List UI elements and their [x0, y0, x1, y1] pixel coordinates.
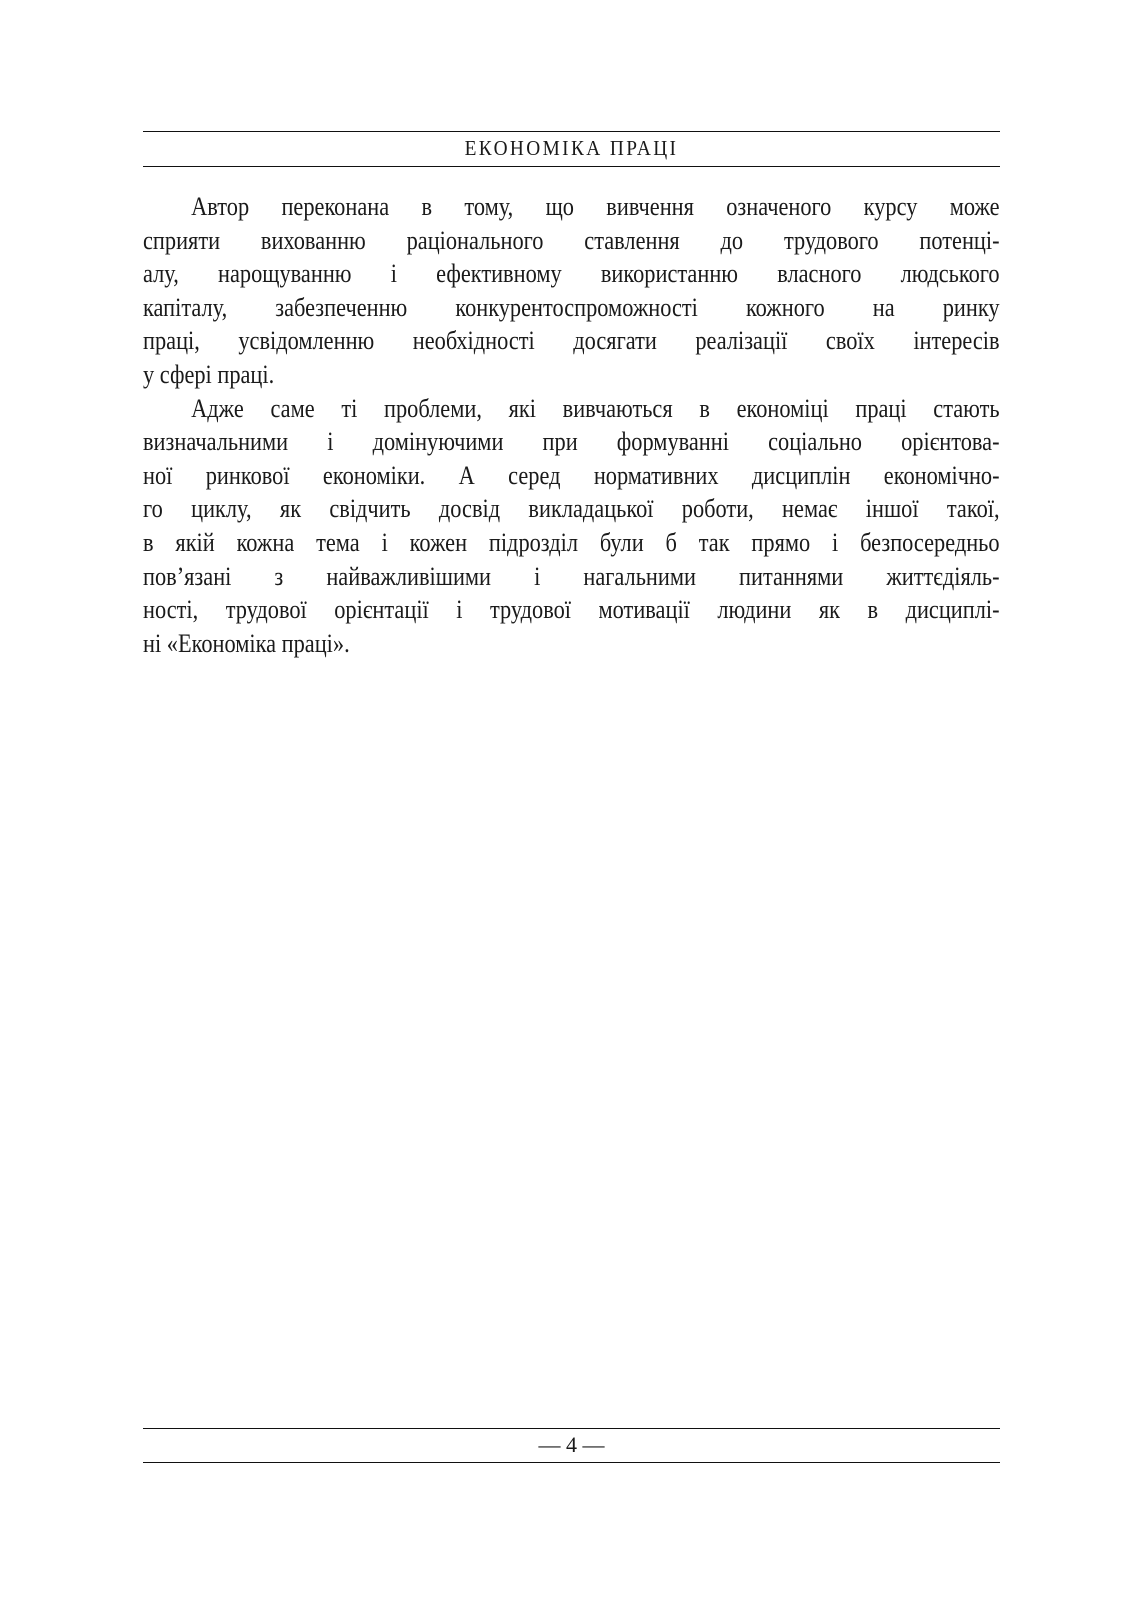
paragraph-2-line-2: визначальними і домінуючими при формуванні соціально орієнтова-: [143, 427, 1000, 457]
running-title: ЕКОНОМІКА ПРАЦІ: [464, 136, 679, 160]
paragraph-1-line-2: сприяти вихованню раціонального ставлення до трудового потенці-: [143, 225, 1000, 255]
paragraph-2-line-7: ності, трудової орієнтації і трудової мотивації людини як в дисциплі-: [143, 595, 1000, 625]
paragraph-1-line-4: капіталу, забезпеченню конкурентоспроможності кожного на ринку: [143, 292, 1000, 322]
paragraph-1-line-5: праці, усвідомленню необхідності досягати реалізації своїх інтересів: [143, 326, 1000, 356]
paragraph-2-line-4: го циклу, як свідчить досвід викладацької роботи, немає іншої такої,: [143, 494, 1000, 524]
paragraph-2-line-6: пов’язані з найважливішими і нагальними питаннями життєдіяль-: [143, 561, 1000, 591]
paragraph-2-line-3: ної ринкової економіки. А серед нормативних дисциплін економічно-: [143, 460, 1000, 490]
page-number: — 4 —: [538, 1432, 605, 1457]
document-page: [143, 0, 1000, 1615]
body-text: [143, 190, 1000, 660]
paragraph-1-line-6: у сфері праці.: [143, 359, 275, 389]
footer-bottom-rule: [143, 1462, 1000, 1463]
paragraph-1-line-3: алу, нарощуванню і ефективному використанню власного людського: [143, 259, 1000, 289]
header-bottom-rule: [143, 166, 1000, 167]
paragraph-2-line-5: в якій кожна тема і кожен підрозділ були б так прямо і безпосередньо: [143, 527, 1000, 557]
paragraph-2-line-8: ні «Економіка праці».: [143, 628, 350, 658]
paragraph-2-line-1: Адже саме ті проблеми, які вивчаються в економіці праці стають: [191, 393, 1000, 423]
paragraph-1-line-1: Автор переконана в тому, що вивчення означеного курсу може: [191, 192, 1000, 221]
